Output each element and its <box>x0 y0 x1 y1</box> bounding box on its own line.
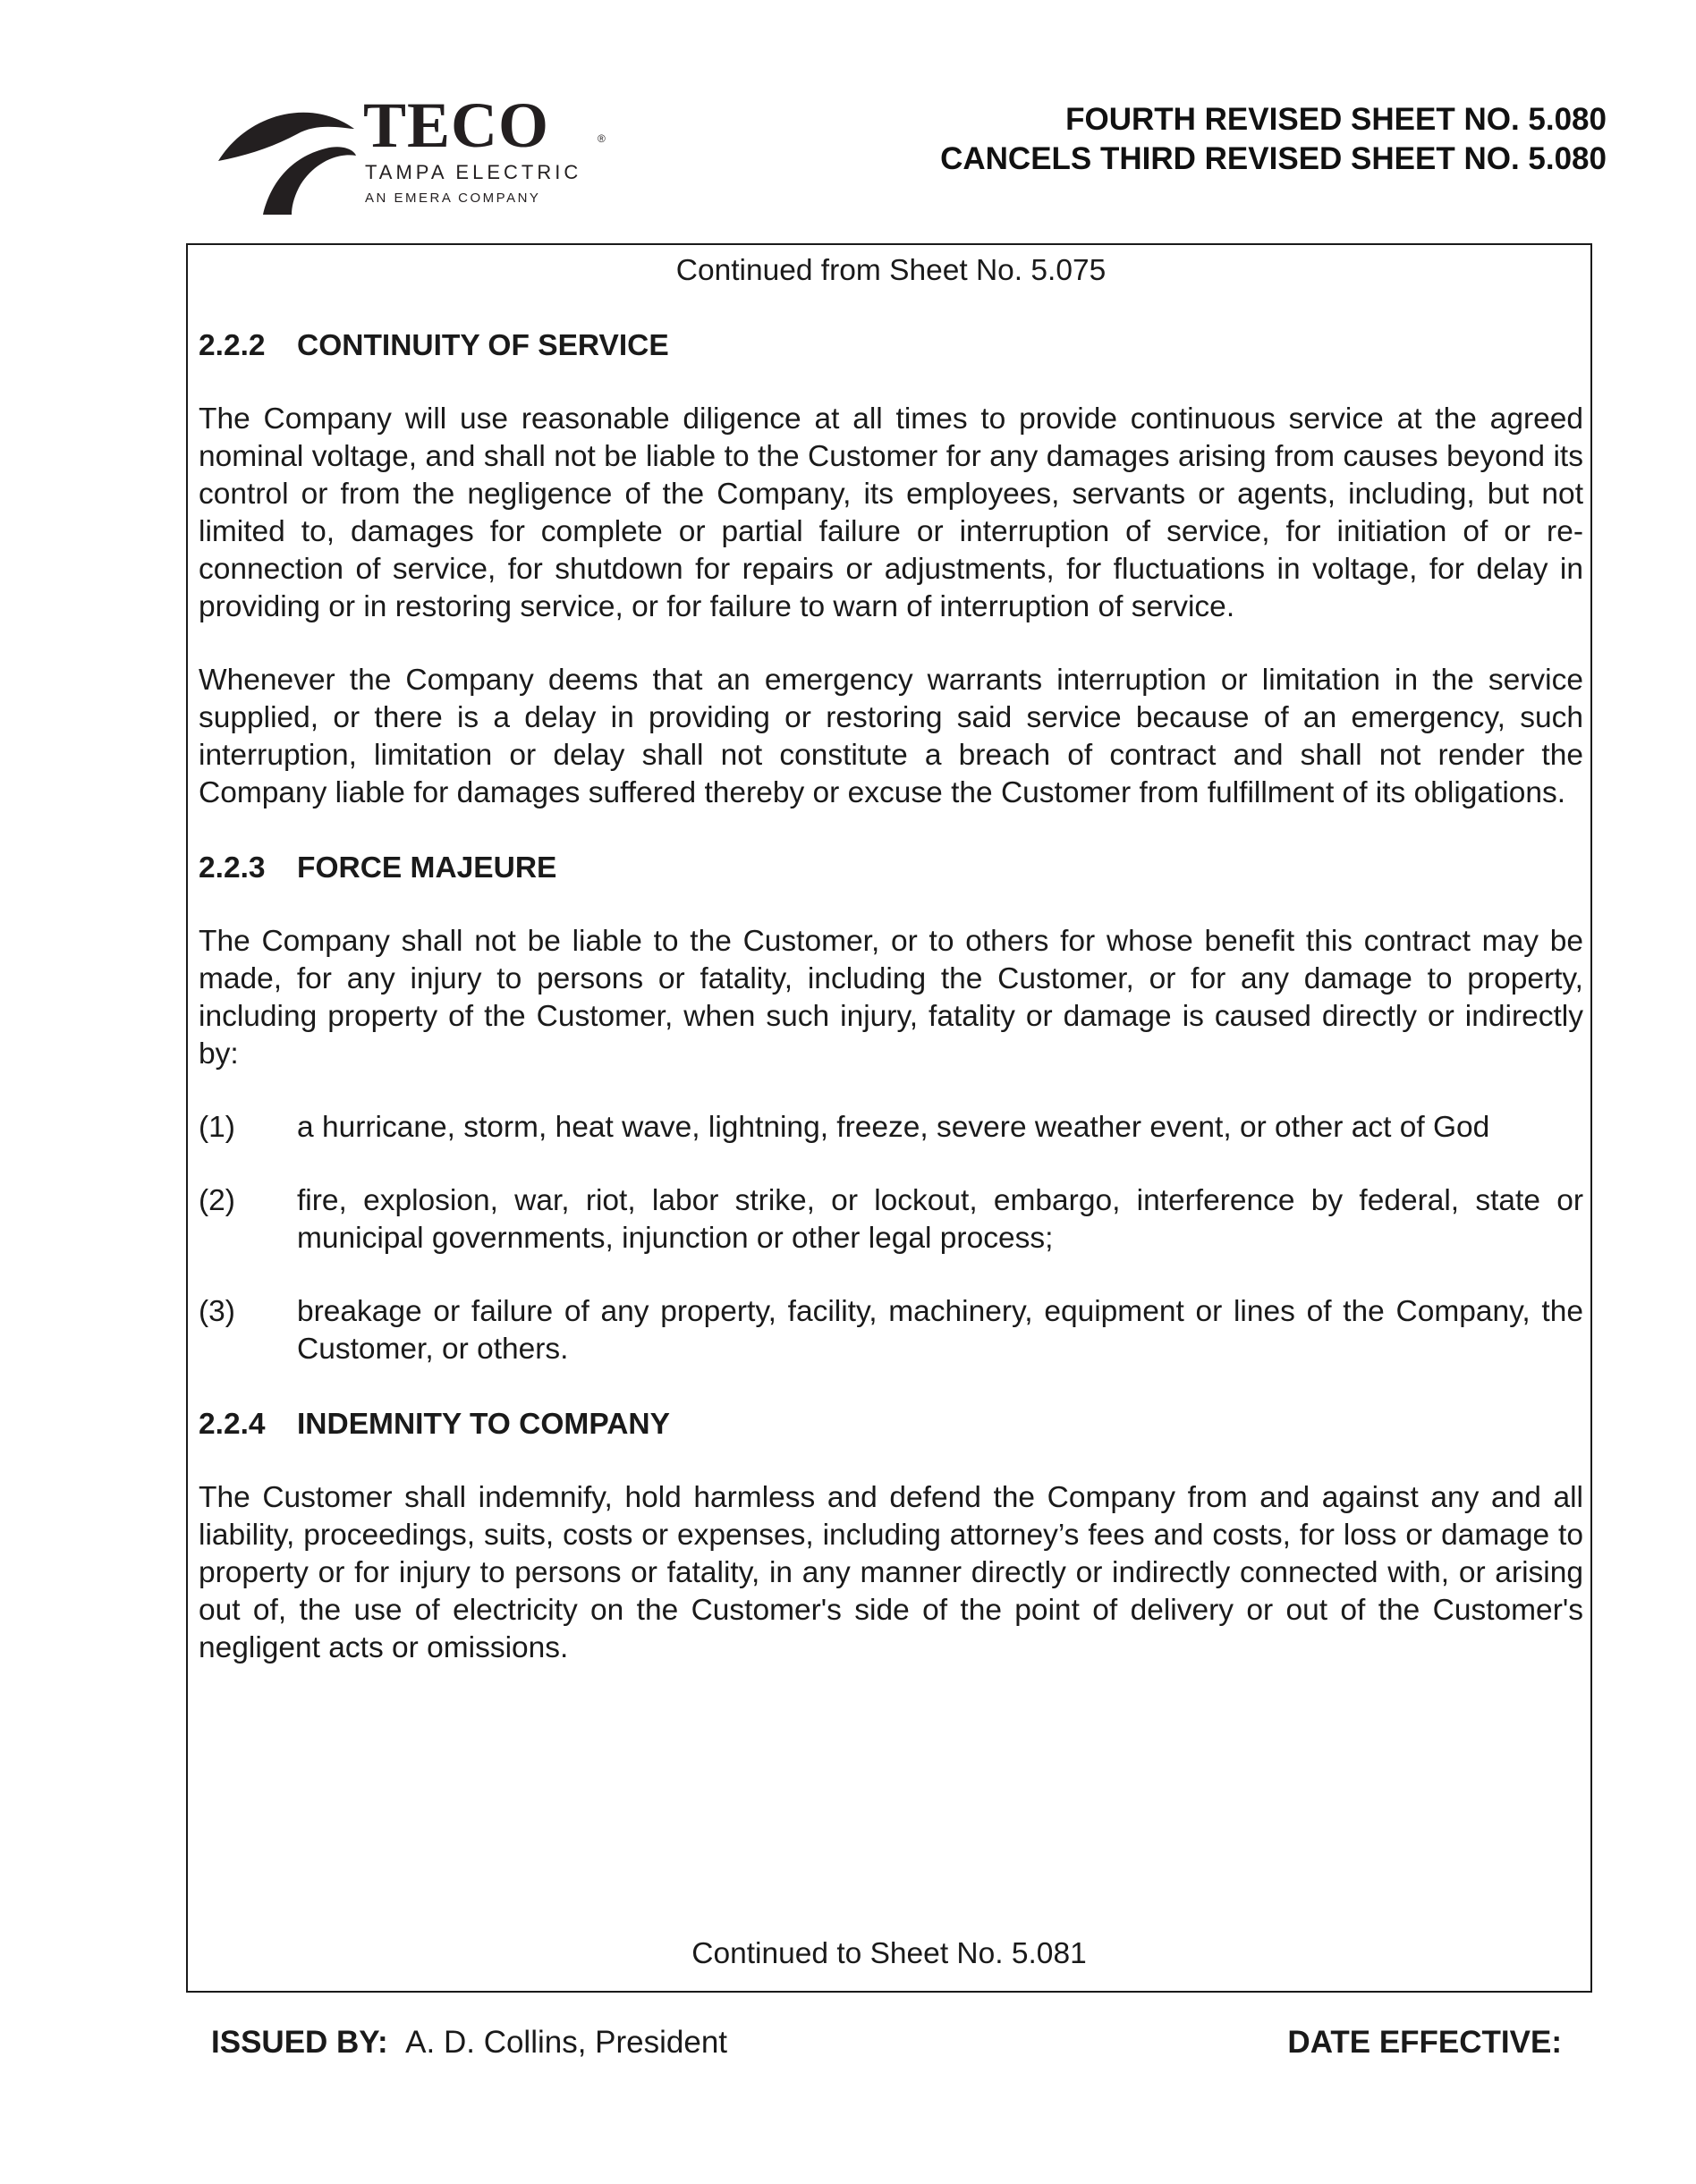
list-item <box>199 1109 1583 1147</box>
company-logo <box>211 89 658 215</box>
section-number: 2.2.4 <box>199 1408 266 1441</box>
issued-by-value: A. D. Collins, President <box>405 2025 728 2060</box>
continued-from: Continued from Sheet No. 5.075 <box>675 254 1107 287</box>
paragraph: Whenever the Company deems that an emergency warrants interruption or limitation in the service supplied, or there is a delay in providing or restoring said service because of an emergency, such interruption, limitation or delay shall not constitute a breach of contract and shall not render the Company liable for damages suffered thereby or excuse the Customer from fulfillment of its obligations. <box>199 664 1583 809</box>
date-effective-label: DATE EFFECTIVE: <box>1287 2025 1562 2060</box>
list-item-text: a hurricane, storm, heat wave, lightning, freeze, severe weather event, or other act of God <box>297 1111 1490 1144</box>
logo-tagline: AN EMERA COMPANY <box>365 190 541 206</box>
section-heading <box>199 327 1583 365</box>
paragraph: The Company shall not be liable to the Customer, or to others for whose benefit this contract may be made, for any injury to persons or fatality, including the Customer, or for any damage to property, including property of the Customer, when such injury, fatality or damage is caused directly or indirectly by: <box>199 925 1583 1071</box>
sheet-number-block <box>940 100 1607 179</box>
list-item <box>199 1182 1583 1257</box>
list-item-text: fire, explosion, war, riot, labor strike, or lockout, embargo, interference by federal, state or municipal governments, injunction or other legal process; <box>297 1184 1583 1255</box>
paragraph: The Customer shall indemnify, hold harmless and defend the Company from and against any and all liability, proceedings, suits, costs or expenses, including attorney’s fees and costs, for loss or damage to property or for injury to persons or fatality, in any manner directly or indirectly connected with, or arising out of, the use of electricity on the Customer's side of the point of delivery or out of the Customer's negligent acts or omissions. <box>199 1481 1583 1664</box>
tariff-content <box>199 243 1583 1667</box>
issued-by <box>211 2023 727 2062</box>
list-item-label: (3) <box>199 1295 235 1328</box>
list-item-text: breakage or failure of any property, facility, machinery, equipment or lines of the Company, the Customer, or others. <box>297 1295 1583 1366</box>
list-item <box>199 1293 1583 1368</box>
section-number: 2.2.3 <box>199 851 266 885</box>
paragraph: The Company will use reasonable diligence at all times to provide continuous service at the agreed nominal voltage, and shall not be liable to the Customer for any damages arising from causes beyond its control or from the negligence of the Company, its employees, servants or agents, including, but not limited to, damages for complete or partial failure or interruption of service, for initiation of or re-connection of service, for shutdown for repairs or adjustments, for fluctuations in voltage, for delay in providing or in restoring service, or for failure to warn of interruption of service. <box>199 402 1583 623</box>
swoosh-logo-icon <box>211 98 363 215</box>
cancels-sheet-number: CANCELS THIRD REVISED SHEET NO. 5.080 <box>940 141 1607 176</box>
logo-wordmark: TECO <box>363 89 550 161</box>
section-heading <box>199 1406 1583 1443</box>
sheet-number: FOURTH REVISED SHEET NO. 5.080 <box>1065 102 1607 137</box>
list-item-label: (1) <box>199 1111 235 1144</box>
section-title: CONTINUITY OF SERVICE <box>297 329 669 362</box>
continued-to: Continued to Sheet No. 5.081 <box>691 1937 1087 1970</box>
section-number: 2.2.2 <box>199 329 266 362</box>
registered-mark: ® <box>598 132 606 145</box>
section-title: FORCE MAJEURE <box>297 851 557 885</box>
section-title: INDEMNITY TO COMPANY <box>297 1408 670 1441</box>
list-item-label: (2) <box>199 1184 235 1217</box>
issued-by-label: ISSUED BY: <box>211 2025 388 2060</box>
logo-subtitle: TAMPA ELECTRIC <box>365 161 582 183</box>
section-heading <box>199 850 1583 887</box>
